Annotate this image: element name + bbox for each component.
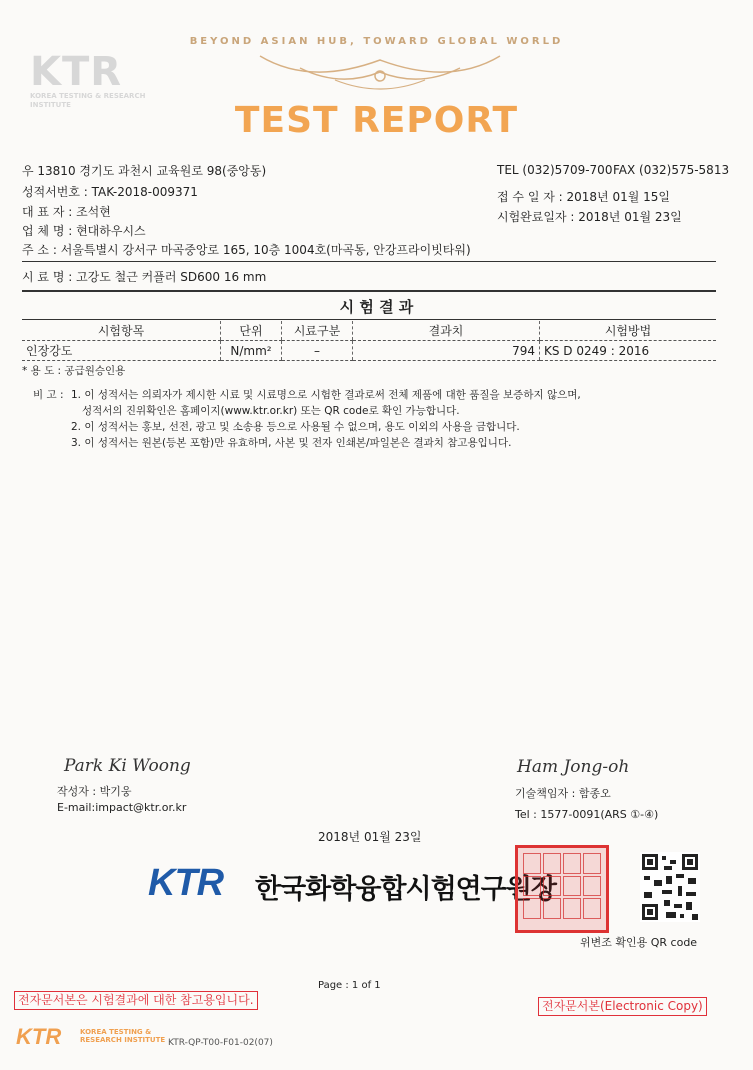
divider: [22, 290, 716, 292]
receipt-date: 접 수 일 자 : 2018년 01월 15일: [497, 190, 670, 204]
company-name: 업 체 명 : 현대하우시스: [22, 224, 146, 238]
representative: 대 표 자 : 조석현: [22, 205, 111, 219]
official-seal: [515, 845, 609, 933]
electronic-notice-right: 전자문서본(Electronic Copy): [538, 997, 707, 1016]
footer-ktr-logo: KTR: [16, 1024, 62, 1049]
author-name: 작성자 : 박기웅: [57, 785, 132, 798]
form-number: KTR-QP-T00-F01-02(07): [168, 1038, 273, 1048]
table-row: [22, 341, 716, 361]
qr-code-icon[interactable]: [640, 852, 700, 922]
header-value: 결과치: [353, 321, 540, 341]
remarks-label: 비 고 :: [33, 389, 64, 401]
completion-date: 시험완료일자 : 2018년 01월 23일: [497, 210, 682, 224]
remark-line: 성적서의 진위확인은 홈페이지(www.ktr.or.kr) 또는 QR code로 확인 가능합니다.: [82, 405, 460, 417]
ktr-logo: KTR: [148, 862, 224, 904]
result-value: 794: [353, 341, 540, 361]
divider: [22, 261, 716, 262]
remark-line: 1. 이 성적서는 의뢰자가 제시한 시료 및 시료명으로 시험한 결과로써 전체 제품에 대한 품질을 보증하지 않으며,: [71, 389, 581, 401]
qr-caption: 위변조 확인용 QR code: [580, 936, 698, 949]
usage-note: * 용 도 : 공급원승인용: [22, 365, 126, 377]
sample-name: 시 료 명 : 고강도 철근 커플러 SD600 16 mm: [22, 270, 267, 284]
header-unit: 단위: [221, 321, 282, 341]
footer-institute-name: KOREA TESTING & RESEARCH INSTITUTE: [80, 1028, 166, 1044]
report-title: TEST REPORT: [234, 100, 519, 141]
institute-fax: FAX (032)575-5813: [613, 163, 730, 177]
result-item: 인장강도: [22, 341, 221, 361]
company-address: 주 소 : 서울특별시 강서구 마곡중앙로 165, 10층 1004호(마곡동, 안강프라이빗타워): [22, 243, 471, 257]
institute-address: 우 13810 경기도 과천시 교육원로 98(중앙동): [22, 164, 267, 178]
page-number: Page : 1 of 1: [318, 980, 381, 991]
electronic-notice-left: 전자문서본은 시험결과에 대한 참고용입니다.: [14, 991, 258, 1010]
ornament-decoration: [240, 46, 520, 106]
header-item: 시험항목: [22, 321, 221, 341]
remark-line: 3. 이 성적서는 원본(등본 포함)만 유효하며, 사본 및 전자 인쇄본/파일본은 결과치 참고용입니다.: [71, 437, 512, 449]
issue-date: 2018년 01월 23일: [318, 830, 422, 844]
result-sample-type: –: [282, 341, 353, 361]
header-sample-type: 시료구분: [282, 321, 353, 341]
divider: [22, 319, 716, 320]
manager-signature: Ham Jong-oh: [517, 757, 630, 777]
result-method: KS D 0249 : 2016: [540, 341, 717, 361]
header-method: 시험방법: [540, 321, 717, 341]
slogan: BEYOND ASIAN HUB, TOWARD GLOBAL WORLD: [189, 36, 564, 47]
table-header-row: [22, 321, 716, 341]
result-unit: N/mm²: [221, 341, 282, 361]
results-table: [22, 321, 716, 361]
author-email: E-mail:impact@ktr.or.kr: [57, 801, 187, 814]
institute-name: 한국화학융합시험연구원장: [255, 874, 556, 905]
results-title: 시 험 결 과: [339, 298, 414, 316]
ktr-watermark-logo: KTR KOREA TESTING & RESEARCH INSTITUTE: [30, 49, 146, 109]
remark-line: 2. 이 성적서는 홍보, 선전, 광고 및 소송용 등으로 사용될 수 없으며, 용도 이외의 사용을 금합니다.: [71, 421, 520, 433]
manager-name: 기술책임자 : 함종오: [515, 787, 611, 800]
institute-tel: TEL (032)5709-700: [497, 163, 613, 177]
cert-number: 성적서번호 : TAK-2018-009371: [22, 185, 198, 199]
manager-tel: Tel : 1577-0091(ARS ①-④): [515, 808, 659, 821]
author-signature: Park Ki Woong: [64, 756, 191, 776]
